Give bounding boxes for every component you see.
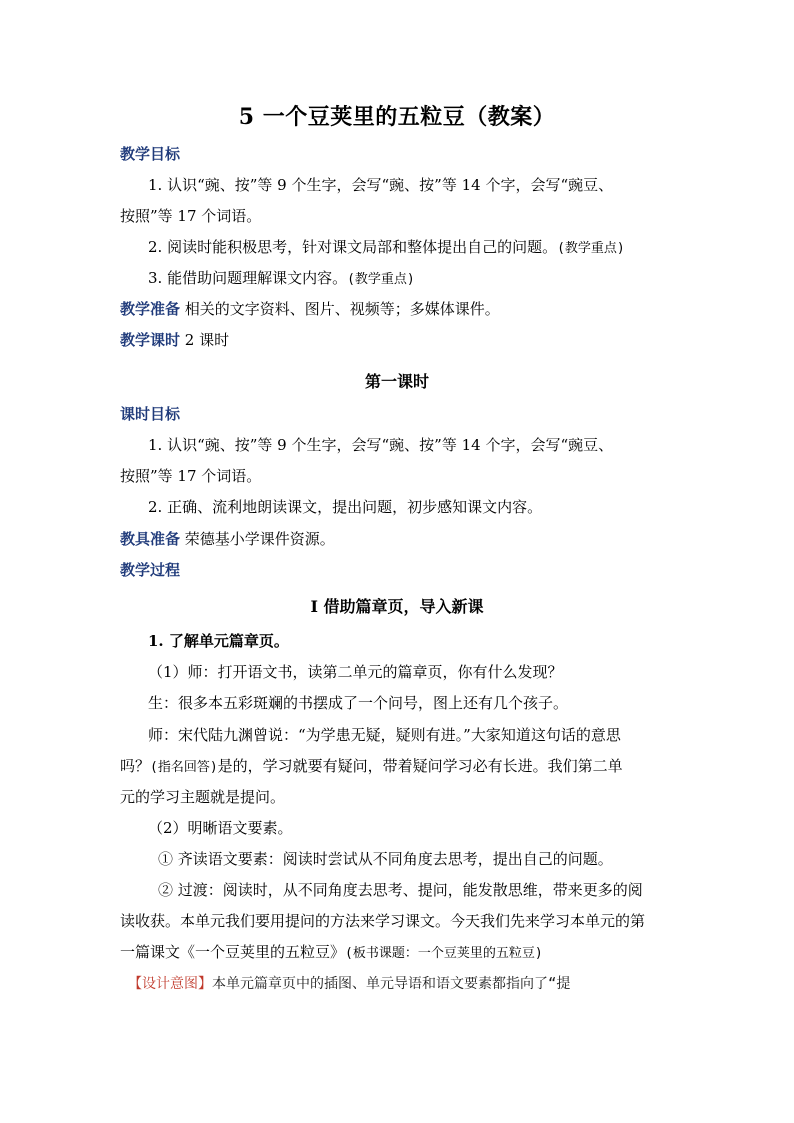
- design-intent: [128, 973, 688, 995]
- circled-item-2-text: 一篇课文《一个豆荚里的五粒豆》: [120, 943, 346, 961]
- goal-2: [148, 236, 680, 260]
- teaching-hours-label: 教学课时: [120, 331, 181, 349]
- circled-item-2-line-1: ② 过渡：阅读时，从不同角度去思考、提问，能发散思维，带来更多的阅: [158, 881, 643, 899]
- lesson-goal-2: 2. 正确、流利地朗读课文，提出问题，初步感知课文内容。: [148, 498, 543, 516]
- goal-3-text: 3. 能借助问题理解课文内容。: [148, 269, 348, 287]
- teaching-prep-text: 相关的文字资料、图片、视频等；多媒体课件。: [180, 300, 500, 318]
- circled-item-2-line-3: [120, 941, 680, 965]
- circled-item-2-line-2: 读收获。本单元我们要用提问的方法来学习课文。今天我们先来学习本单元的第: [120, 912, 646, 930]
- lesson-goals-label: 课时目标: [120, 405, 181, 423]
- goal-1-line-2: 按照”等 17 个词语。: [120, 207, 262, 225]
- teaching-prep: [120, 298, 680, 320]
- goal-1-line-1: 1. 认识“豌、按”等 9 个生字，会写“豌、按”等 14 个字，会写“豌豆、: [148, 176, 614, 194]
- teaching-process-label: 教学过程: [120, 561, 181, 579]
- tools-prep-label: 教具准备: [120, 530, 181, 548]
- teaching-hours: [120, 329, 680, 351]
- teacher-line-2-b: 是的，学习就要有疑问，带着疑问学习必有长进。我们第二单: [217, 757, 623, 775]
- lesson-goal-1-line-2: 按照”等 17 个词语。: [120, 467, 262, 485]
- design-intent-tag: 【设计意图】: [128, 976, 212, 992]
- teacher-line-2-note: (指名回答): [150, 760, 218, 775]
- teacher-line-1: 师：宋代陆九渊曾说：“为学患无疑，疑则有进。”大家知道这句话的意思: [148, 726, 621, 744]
- goal-2-note: (教学重点): [557, 241, 625, 256]
- step-1-2: （2）明晰语文要素。: [148, 819, 293, 837]
- teacher-line-3: 元的学习主题就是提问。: [120, 788, 286, 806]
- circled-item-2-note: (板书课题：一个豆荚里的五粒豆): [345, 946, 543, 961]
- tools-prep: [120, 528, 680, 550]
- lesson-goal-1-line-1: 1. 认识“豌、按”等 9 个生字，会写“豌、按”等 14 个字，会写“豌豆、: [148, 436, 614, 454]
- step-1: 1. 了解单元篇章页。: [148, 632, 289, 650]
- tools-prep-text: 荣德基小学课件资源。: [180, 530, 335, 548]
- teaching-prep-label: 教学准备: [120, 300, 181, 318]
- goal-2-text: 2. 阅读时能积极思考，针对课文局部和整体提出自己的问题。: [148, 238, 558, 256]
- teacher-line-2: [120, 755, 680, 779]
- lesson-1-title: 第一课时: [364, 372, 429, 391]
- design-intent-text: 本单元篇章页中的插图、单元导语和语文要素都指向了“提: [212, 976, 571, 992]
- page-title: 5 一个豆荚里的五粒豆（教案）: [238, 104, 556, 130]
- circled-item-1: ① 齐读语文要素：阅读时尝试从不同角度去思考，提出自己的问题。: [158, 850, 613, 868]
- goal-3: [148, 267, 680, 291]
- student-answer-1: 生：很多本五彩斑斓的书摆成了一个问号，图上还有几个孩子。: [148, 694, 569, 712]
- section-1-title: Ⅰ 借助篇章页，导入新课: [310, 597, 484, 616]
- goal-3-note: (教学重点): [347, 272, 415, 287]
- teacher-line-2-a: 吗？: [120, 757, 151, 775]
- teaching-goals-label: 教学目标: [120, 145, 181, 163]
- step-1-1: （1）师：打开语文书，读第二单元的篇章页，你有什么发现？: [148, 663, 563, 681]
- teaching-hours-text: 2 课时: [180, 331, 230, 349]
